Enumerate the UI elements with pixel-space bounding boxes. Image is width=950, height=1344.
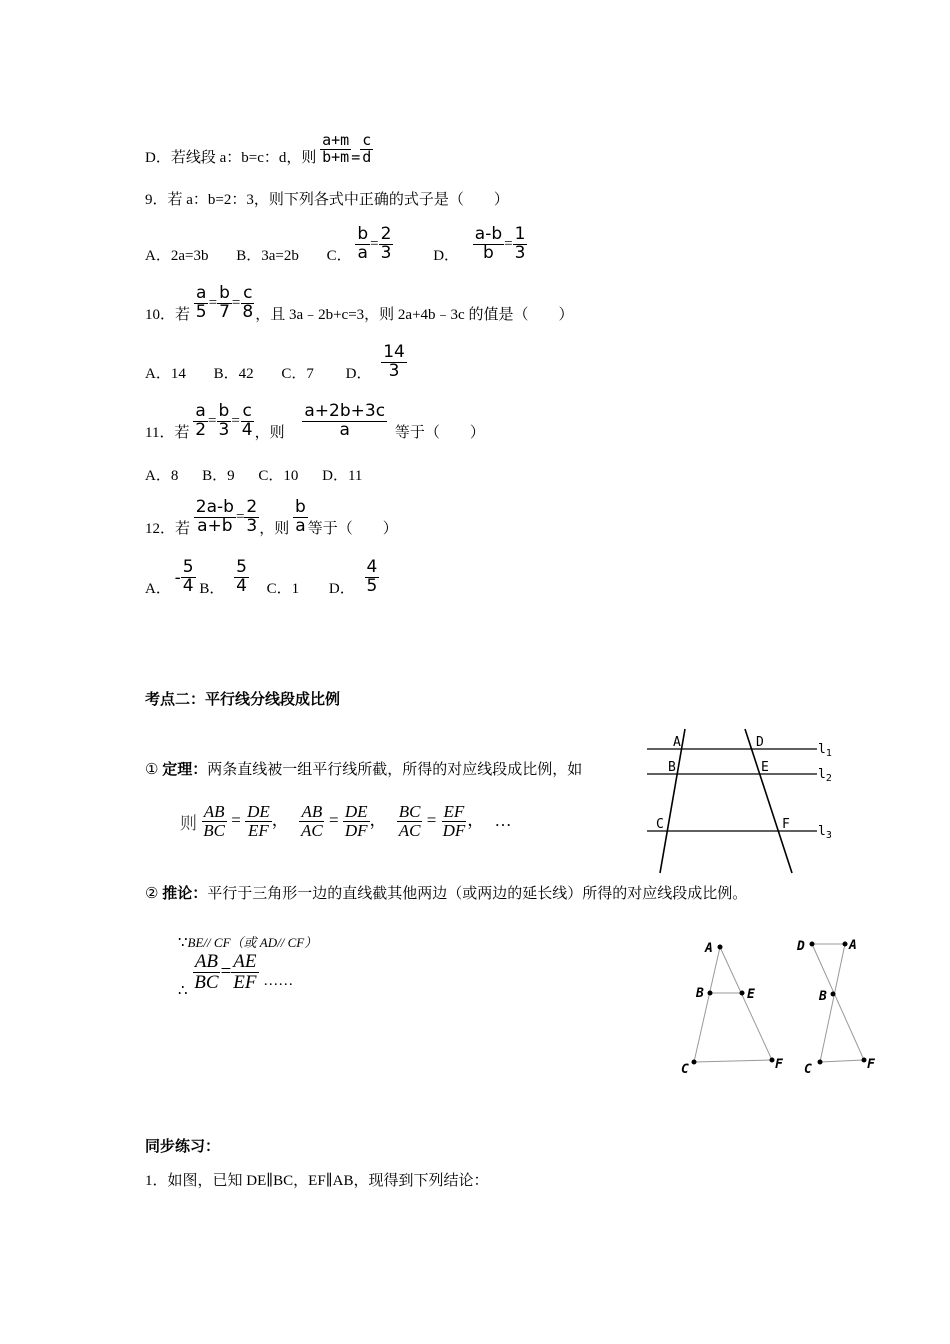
q9-options: [145, 224, 527, 265]
right-label-d: D: [797, 939, 805, 954]
line-label-l3: $l_3$: [818, 824, 832, 841]
triangle-left: [694, 947, 772, 1062]
point-label-b: B: [668, 760, 676, 775]
section2-title: 考点二：平行线分线段成比例: [145, 692, 341, 708]
q9-stem: 9．若 a：b=2：3，则下列各式中正确的式子是（ ）: [145, 192, 509, 208]
q9-option-c: C． $\frac{b}{a}$ = $\frac{2}{3}$: [326, 224, 392, 264]
q9-option-a: A．2a=3b: [145, 248, 209, 264]
left-label-c: C: [681, 1062, 689, 1077]
because-line: ∵BE// CF（或 AD// CF）: [178, 935, 318, 951]
right-label-b: B: [819, 989, 827, 1004]
point-label-e: E: [761, 760, 769, 775]
q9-option-d: D． $\frac{a-b}{b}$ = $\frac{1}{3}$: [433, 224, 526, 264]
line-label-l2: $l_2$: [818, 767, 832, 784]
right-label-f: F: [867, 1057, 875, 1072]
practice-q1: 1．如图，已知 DE∥BC，EF∥AB，现得到下列结论：: [145, 1173, 489, 1189]
theorem-line: ① 定理：两条直线被一组平行线所截，所得的对应线段成比例，如: [145, 762, 583, 778]
point-label-f: F: [782, 817, 790, 832]
q12-stem: 12．若 $\frac{2a-b}{a+b}$ = $\frac{2}{3}$ ，则 $\frac{b}{a}$ 等于（ ）: [145, 497, 398, 537]
point-label-d: D: [756, 735, 764, 750]
right-label-a: A: [849, 938, 857, 953]
left-label-f: F: [775, 1057, 783, 1072]
q9-option-b: B．3a=2b: [236, 248, 299, 264]
q8-option-d: D．若线段 a：b=c：d，则 $\frac{a+m}{b+m}$ = $\frac{c}{d}$: [145, 131, 372, 167]
parallel-lines-diagram: [640, 725, 850, 880]
right-label-c: C: [804, 1062, 812, 1077]
q11-stem: 11．若 $\frac{a}{2}$ = $\frac{b}{3}$ = $\frac{c}{4}$ ，则 $\frac{a+2b+3c}{a}$ 等于（ ）: [145, 401, 485, 441]
q10-stem: 10．若 $\frac{a}{5}$ = $\frac{b}{7}$ = $\frac{c}{8}$ ，且 3a﹣2b+c=3，则 2a+4b﹣3c 的值是（ ）: [145, 283, 574, 323]
q8-option-d-text: D．若线段 a：b=c：d，则: [145, 150, 317, 166]
triangle-diagrams: [672, 930, 887, 1080]
q8-fraction-right: $\frac{c}{d}$: [362, 131, 372, 167]
left-label-e: E: [747, 987, 755, 1002]
point-label-a: A: [673, 735, 681, 750]
theorem-ratios: 则 $\frac{AB}{BC}$ = $\frac{DE}{EF}$ ， $\frac{AB}{AC}$ = $\frac{DE}{DF}$ ， $\frac{BC}{AC}$ = $\frac{EF}{DF}$ ， …: [180, 802, 512, 840]
point-label-c: C: [656, 817, 664, 832]
left-label-a: A: [705, 941, 713, 956]
therefore-line: $_\therefore$ $\frac{AB}{BC}$ = $\frac{AE}{EF}$ $_{\dots\dots}$: [178, 951, 294, 999]
q12-options: A． - $\frac{5}{4}$ B． $\frac{5}{4}$ C．1 D． $\frac{4}{5}$: [145, 557, 378, 597]
left-label-b: B: [696, 986, 704, 1001]
practice-title: 同步练习：: [145, 1139, 221, 1155]
line-label-l1: $l_1$: [818, 742, 832, 759]
corollary-line: ② 推论：平行于三角形一边的直线截其他两边（或两边的延长线）所得的对应线段成比例。: [145, 886, 748, 902]
q11-options: A．8 B．9 C．10 D．11: [145, 468, 363, 484]
q10-options: A．14 B．42 C．7 D． $\frac{14}{3}$: [145, 342, 405, 382]
q8-fraction-left: $\frac{a+m}{b+m}$: [322, 131, 350, 167]
